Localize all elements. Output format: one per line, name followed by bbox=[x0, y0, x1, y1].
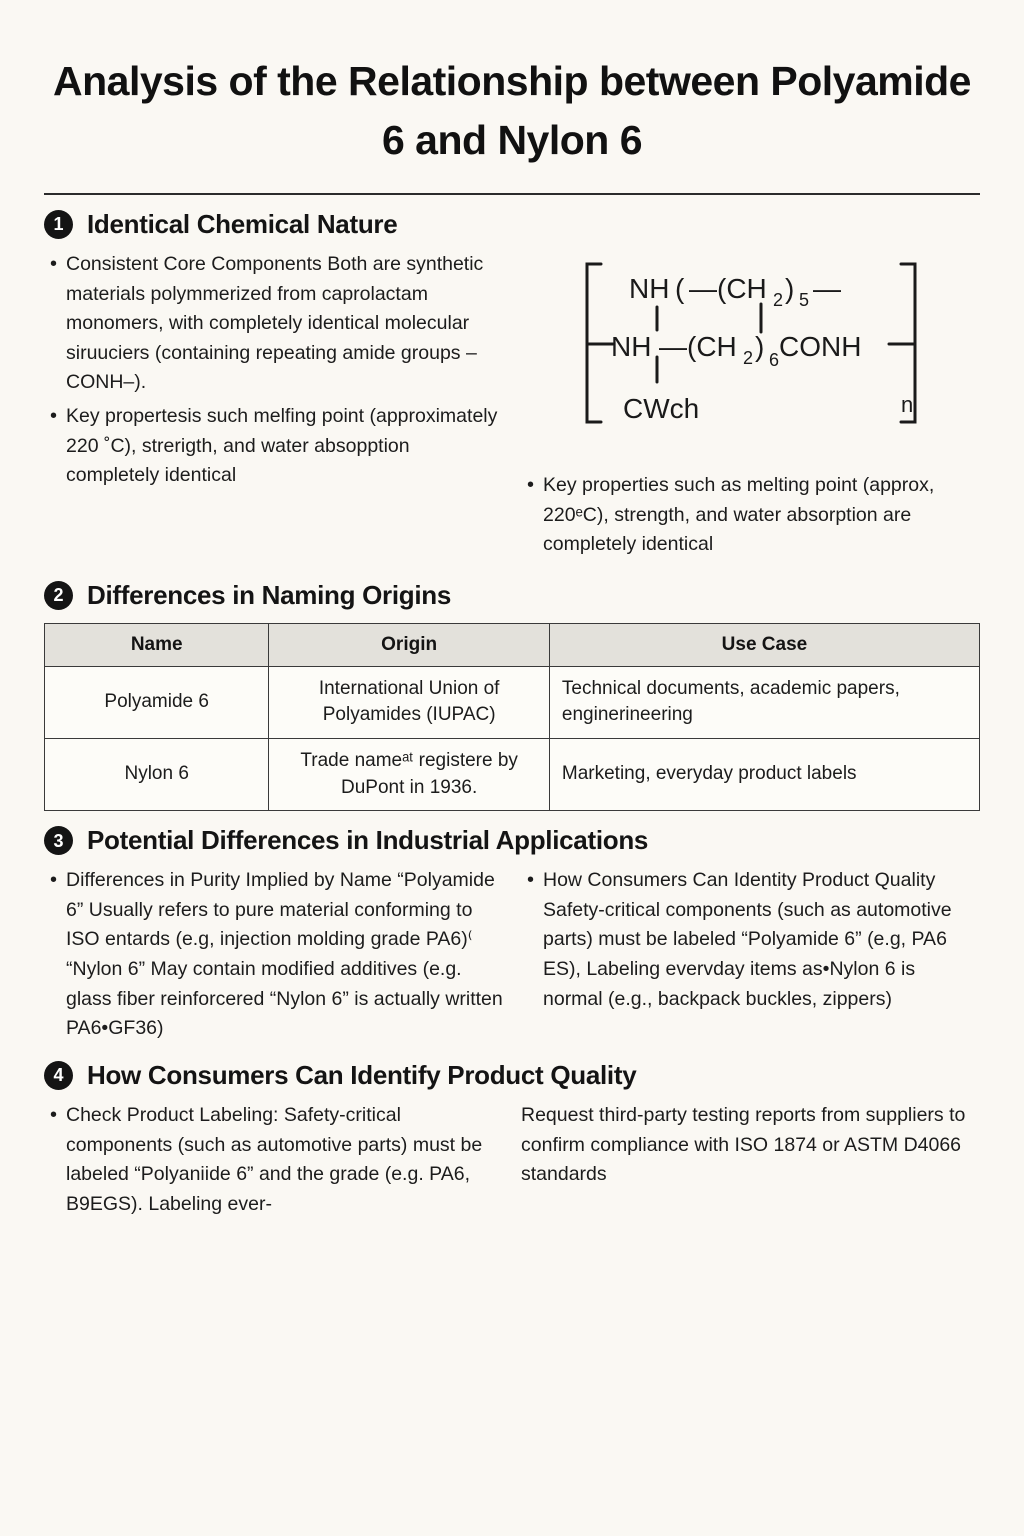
formula-text: —(CH bbox=[688, 272, 767, 304]
section-industrial-applications bbox=[44, 825, 980, 1048]
list-item: • Consistent Core Components Both are synthetic materials polymmerized from caprolactam monomers, with completely identical molecular siruuciers (containing repeating amide groups –CONH–). bbox=[44, 250, 503, 398]
section-header bbox=[44, 580, 980, 611]
section-body bbox=[44, 1097, 980, 1224]
table-row bbox=[45, 738, 980, 810]
bullet-list bbox=[521, 471, 980, 560]
section-body bbox=[44, 862, 980, 1048]
formula-text: NH bbox=[610, 330, 651, 362]
formula-text: ) bbox=[784, 272, 794, 304]
list-item: • Key properties such as melting point (approx, 220ᵉC), strength, and water absorption are completely identical bbox=[521, 471, 980, 560]
bullet-list bbox=[44, 250, 503, 491]
section-identical-chemical-nature bbox=[44, 209, 980, 564]
column-header-origin: Origin bbox=[269, 623, 550, 666]
section-number-badge: 4 bbox=[44, 1061, 73, 1090]
section-body bbox=[44, 246, 980, 564]
column-header-use-case: Use Case bbox=[549, 623, 979, 666]
formula-text: ) bbox=[754, 330, 764, 362]
cell-origin: International Union of Polyamides (IUPAC) bbox=[269, 666, 550, 738]
section-header bbox=[44, 209, 980, 240]
cell-name: Polyamide 6 bbox=[45, 666, 269, 738]
section-title: Differences in Naming Origins bbox=[87, 579, 452, 610]
section-left-column bbox=[44, 1097, 503, 1224]
section-left-column bbox=[44, 246, 503, 495]
formula-text: ( bbox=[674, 272, 684, 304]
bullet-list bbox=[44, 1101, 503, 1220]
list-item: • How Consumers Can Identity Product Quality Safety-critical components (such as automotive parts) must be labeled “Polyamide 6” (e.g, PA6 ES), Labeling evervday items as•Nylon 6 is normal (e.g., backpack buckles, zippers) bbox=[521, 866, 980, 1014]
table-row bbox=[45, 666, 980, 738]
formula-text: —(CH bbox=[658, 330, 737, 362]
section-right-column bbox=[521, 862, 980, 1018]
section-naming-origins bbox=[44, 580, 980, 811]
section-number-badge: 1 bbox=[44, 210, 73, 239]
bullet-list bbox=[521, 866, 980, 1014]
formula-subscript: 2 bbox=[742, 347, 753, 368]
polyamide-structure-svg bbox=[571, 252, 931, 467]
naming-origins-table bbox=[44, 623, 980, 811]
formula-label: CWch bbox=[622, 392, 699, 424]
section-title: How Consumers Can Identify Product Quality bbox=[87, 1059, 637, 1090]
section-number-badge: 3 bbox=[44, 826, 73, 855]
cell-name: Nylon 6 bbox=[45, 738, 269, 810]
section-consumer-identification bbox=[44, 1060, 980, 1224]
section-header bbox=[44, 825, 980, 856]
formula-subscript: 5 bbox=[798, 289, 809, 310]
section-right-column bbox=[521, 246, 980, 564]
formula-repeat-n: n bbox=[900, 391, 913, 417]
third-party-testing-note: Request third-party testing reports from suppliers to confirm compliance with ISO 1874 or ASTM D4066 standards bbox=[521, 1103, 966, 1186]
formula-subscript: 2 bbox=[772, 289, 783, 310]
formula-text: NH bbox=[628, 272, 669, 304]
section-title: Potential Differences in Industrial Applications bbox=[87, 825, 649, 856]
list-item: • Key propertesis such melfing point (approximately 220 ˚C), strerigth, and water absopption completely identical bbox=[44, 402, 503, 491]
title-divider bbox=[44, 193, 980, 195]
bullet-list bbox=[44, 866, 503, 1044]
table-header-row bbox=[45, 623, 980, 666]
formula-subscript: 6 bbox=[768, 349, 779, 370]
cell-use-case: Technical documents, academic papers, enginerineering bbox=[549, 666, 979, 738]
cell-origin: Trade nameᵃᵗ registere by DuPont in 1936. bbox=[269, 738, 550, 810]
formula-text: CONH bbox=[778, 330, 861, 362]
formula-text: — bbox=[812, 272, 841, 304]
section-title: Identical Chemical Nature bbox=[87, 208, 398, 239]
chemical-structure-diagram bbox=[521, 246, 980, 467]
section-right-column bbox=[521, 1097, 980, 1190]
cell-use-case: Marketing, everyday product labels bbox=[549, 738, 979, 810]
column-header-name: Name bbox=[45, 623, 269, 666]
section-number-badge: 2 bbox=[44, 581, 73, 610]
list-item: • Differences in Purity Implied by Name “Polyamide 6” Usually refers to pure material conforming to ISO entards (e.g, injection molding grade PA6)⁽ “Nylon 6” May contain modified additives (e.g. glass fiber reinforcered “Nylon 6” is actually written PA6•GF36) bbox=[44, 866, 503, 1044]
page-title: Analysis of the Relationship between Polyamide 6 and Nylon 6 bbox=[53, 58, 971, 164]
list-item: • Check Product Labeling: Safety-critical components (such as automotive parts) must be labeled “Polyaniide 6” and the grade (e.g. PA6, B9EGS). Labeling ever- bbox=[44, 1101, 503, 1220]
section-left-column bbox=[44, 862, 503, 1048]
section-header bbox=[44, 1060, 980, 1091]
